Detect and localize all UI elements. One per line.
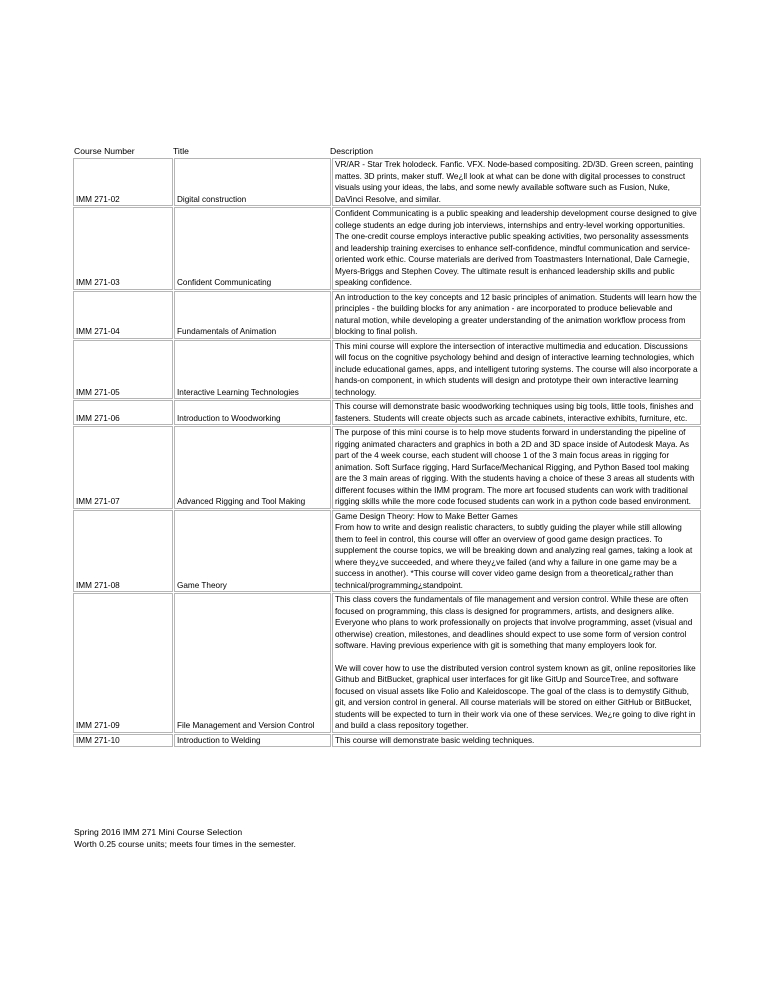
header-description: Description: [330, 146, 373, 156]
course-description-cell: [332, 340, 701, 400]
footer-note: [74, 827, 296, 850]
course-number-cell: IMM 271-10: [73, 734, 173, 748]
course-description-paragraph: An introduction to the key concepts and 12 basic principles of animation. Students will learn how the principles - the building blocks for any animation - are incorporated to produce believable and natural motion, while developing a greater understanding of the animation workflow process from blocking to final polish.: [335, 292, 697, 336]
course-description-paragraph: VR/AR - Star Trek holodeck. Fanfic. VFX. Node-based compositing. 2D/3D. Green screen, painting mattes. 3D prints, maker stuff. We¿ll look at what can be done with digital processes to construct visuals using your ideas, the labs, and some newly available software such as Fusion, Nuke, DaVinci Resolve, and similar.: [335, 160, 694, 204]
course-title-cell: Advanced Rigging and Tool Making: [174, 426, 331, 509]
table-row: [73, 510, 701, 593]
course-title-cell: Interactive Learning Technologies: [174, 340, 331, 400]
course-title-cell: File Management and Version Control: [174, 593, 331, 733]
course-description-paragraph: From how to write and design realistic characters, to subtly guiding the player while still allowing them to feel in control, this course will offer an overview of good game design practices. To supplement the course topics, we will be breaking down and analyzing real games, taking a look at where they¿ve succeeded, and where they¿ve failed (and why a failure in one game may be a success in another). *This course will cover video game design from a theoretical¿rather than technical/programming¿standpoint.: [335, 523, 693, 590]
course-description-paragraph: Confident Communicating is a public speaking and leadership development course designed to give college students an edge during job interviews, internships and entry-level working opportunities. The one-credit course employs interactive public speaking activities, two personality assessments and leadership training exercises to enhance self-confidence, mindful communication and service-oriented work ethic. Course materials are derived from Toastmasters International, Dale Carnegie, Myers-Briggs and Stephen Covey. The ultimate result is enhanced leadership skills and public speaking confidence.: [335, 209, 697, 287]
course-description-cell: [332, 510, 701, 593]
header-course-number: Course Number: [74, 146, 135, 156]
header-title: Title: [173, 146, 189, 156]
footer-credit-line: Worth 0.25 course units; meets four times in the semester.: [74, 838, 296, 849]
course-number-cell: IMM 271-04: [73, 291, 173, 339]
course-description-cell: [332, 593, 701, 733]
course-title-cell: Introduction to Welding: [174, 734, 331, 748]
course-title-cell: Confident Communicating: [174, 207, 331, 290]
table-row: [73, 400, 701, 425]
course-description-paragraph: The purpose of this mini course is to help move students forward in understanding the pipeline of rigging animated characters and graphics in both a 2D and 3D space inside of Autodesk Maya. As part of the 4 week course, each student will choose 1 of the 3 main focus areas in rigging for animation. Soft Surface rigging, Hard Surface/Mechanical Rigging, and Python Based tool making are the 3 main areas of rigging. With the students having a choice of these 3 areas all students with different focuses within the IMM program. The more art focused students can work with traditional rigging skills while the more code focused students can work in a python code based environment.: [335, 428, 695, 506]
table-row: [73, 340, 701, 400]
table-row: [73, 593, 701, 733]
course-number-cell: IMM 271-05: [73, 340, 173, 400]
course-description-cell: [332, 734, 701, 748]
course-description-cell: [332, 291, 701, 339]
course-title-cell: Introduction to Woodworking: [174, 400, 331, 425]
course-title-cell: Digital construction: [174, 158, 331, 206]
course-number-cell: IMM 271-06: [73, 400, 173, 425]
footer-semester-line: Spring 2016 IMM 271 Mini Course Selection: [74, 827, 243, 837]
course-number-cell: IMM 271-08: [73, 510, 173, 593]
course-description-cell: [332, 158, 701, 206]
course-table: [72, 157, 702, 748]
course-description-paragraph: This mini course will explore the intersection of interactive multimedia and education. Discussions will focus on the cognitive psychology behind and design of interactive learning technologies, which include educational games, apps, and intelligent tutoring systems. The course will also incorporate a hands-on component, in which students will design and prototype their own interactive learning technology.: [335, 341, 698, 397]
course-number-cell: IMM 271-09: [73, 593, 173, 733]
table-row: [73, 158, 701, 206]
course-number-cell: IMM 271-07: [73, 426, 173, 509]
course-description-cell: [332, 400, 701, 425]
table-row: [73, 734, 701, 748]
course-number-cell: IMM 271-03: [73, 207, 173, 290]
course-description-paragraph: Game Design Theory: How to Make Better Games: [335, 511, 518, 521]
table-row: [73, 426, 701, 509]
course-table-body: [73, 158, 701, 747]
course-description-paragraph: This course will demonstrate basic welding techniques.: [335, 735, 535, 745]
course-description-cell: [332, 426, 701, 509]
course-title-cell: Fundamentals of Animation: [174, 291, 331, 339]
course-description-paragraph: This class covers the fundamentals of file management and version control. While these are often focused on programming, this class is designed for programmers, artists, and designers alike. Everyone who plans to work professionally on projects that involve programming, asset (visual and otherwise) creation, milestones, and deadlines should expect to use some form of version control software. Having previous experience with git is something that many employers look for.: [335, 595, 693, 650]
course-description-paragraph: We will cover how to use the distributed version control system known as git, online repositories like Github and BitBucket, graphical user interfaces for git like GitUp and SourceTree, and software focused on visual assets like Folio and Kaleidoscope. The goal of the class is to demystify Github, git, and version control in general. All course materials will be stored on either GitHub or BitBucket, students will be expected to turn in their work via one of these services. We¿re going to dive right in and build a class repository together.: [335, 663, 696, 730]
course-number-cell: IMM 271-02: [73, 158, 173, 206]
table-row: [73, 207, 701, 290]
table-row: [73, 291, 701, 339]
course-description-cell: [332, 207, 701, 290]
course-title-cell: Game Theory: [174, 510, 331, 593]
course-description-paragraph: This course will demonstrate basic woodworking techniques using big tools, little tools, finishes and fasteners. Students will create objects such as arcade cabinets, interactive exhibits, furniture, etc.: [335, 402, 694, 423]
